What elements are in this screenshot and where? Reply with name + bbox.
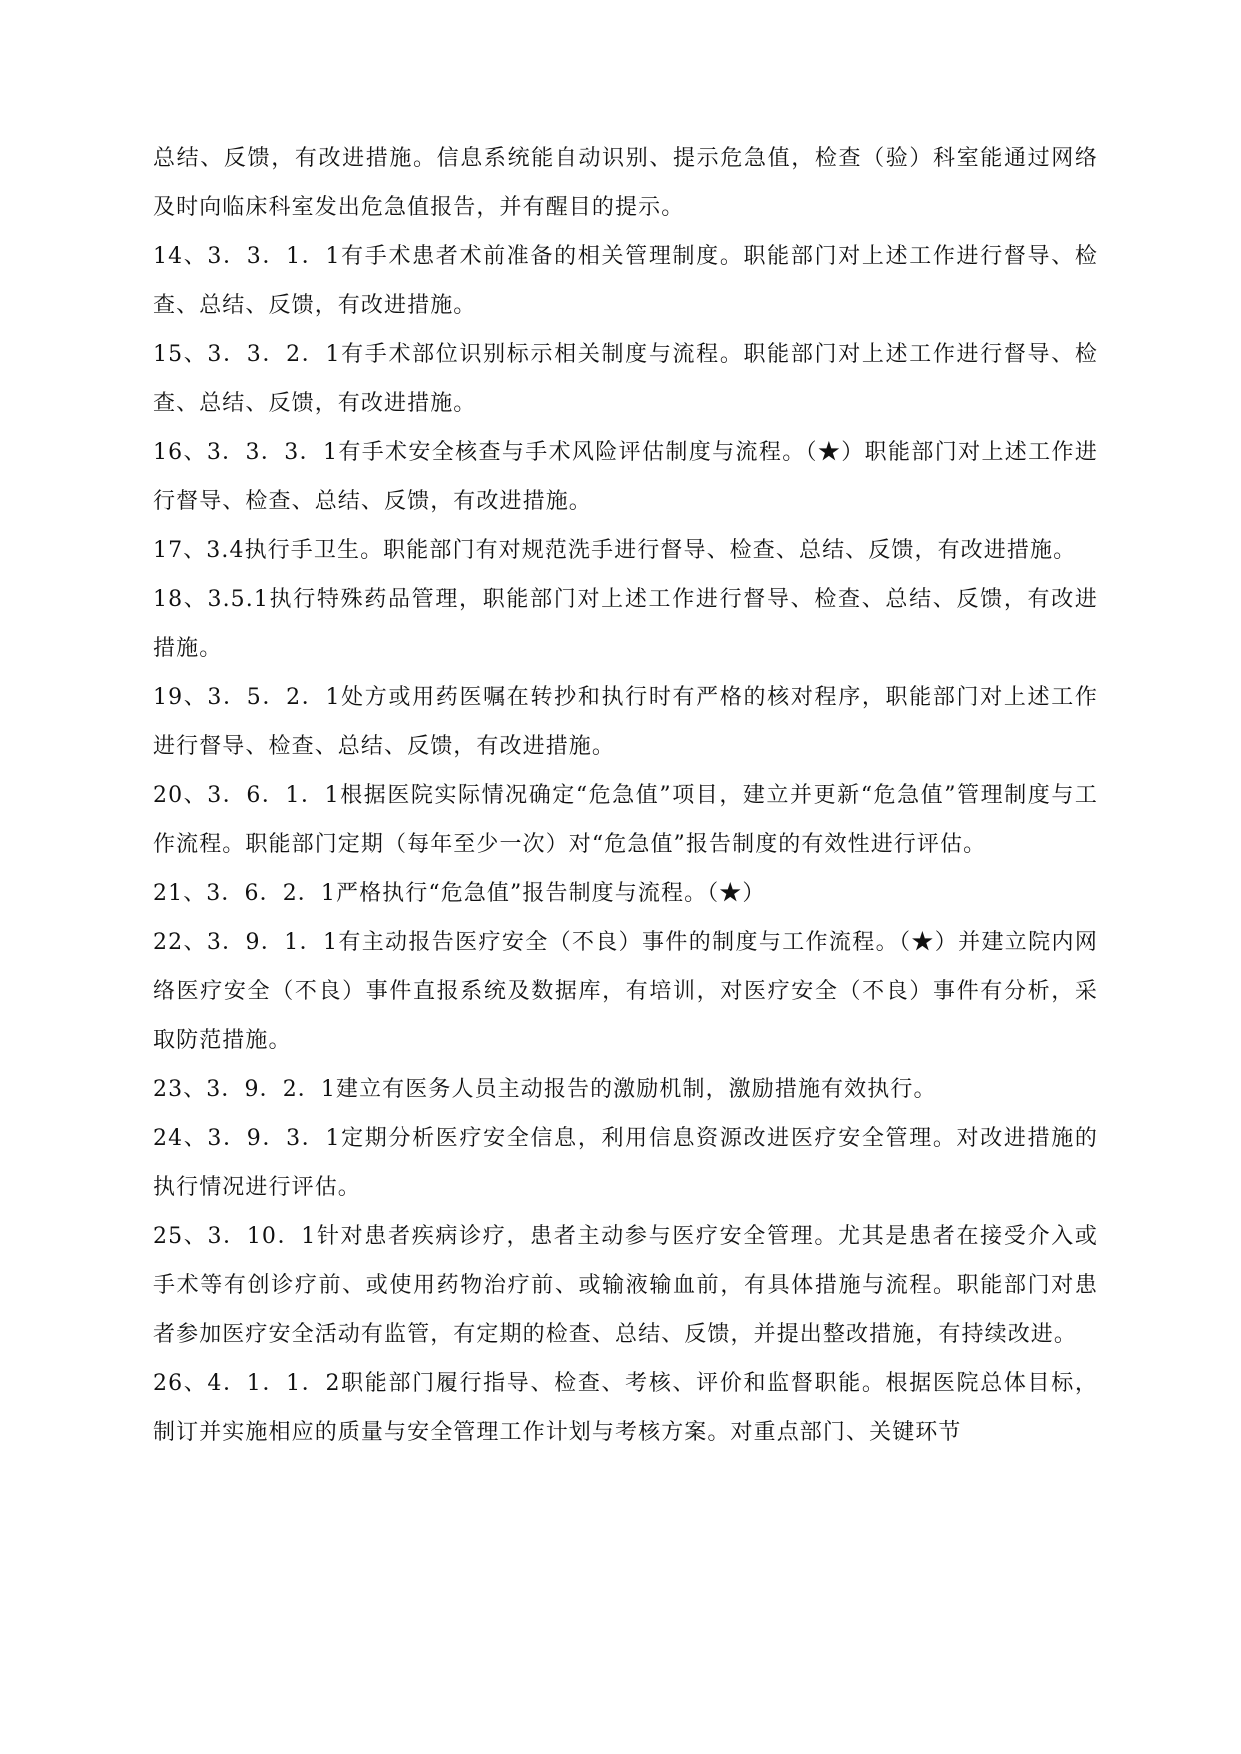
paragraph-item-19: 19、3．5．2．1处方或用药医嘱在转抄和执行时有严格的核对程序，职能部门对上述工作进行督导、检查、总结、反馈，有改进措施。 — [153, 685, 1098, 759]
paragraph-item-20: 20、3．6．1．1根据医院实际情况确定“危急值”项目，建立并更新“危急值”管理制度与工作流程。职能部门定期（每年至少一次）对“危急值”报告制度的有效性进行评估。 — [153, 783, 1098, 857]
document-body — [153, 134, 1098, 1457]
paragraph-continuation: 总结、反馈，有改进措施。信息系统能自动识别、提示危急值，检查（验）科室能通过网络及时向临床科室发出危急值报告，并有醒目的提示。 — [153, 146, 1098, 220]
paragraph-item-16: 16、3．3．3．1有手术安全核查与手术风险评估制度与流程。（★）职能部门对上述工作进行督导、检查、总结、反馈，有改进措施。 — [153, 440, 1098, 514]
paragraph-item-26: 26、4．1．1．2职能部门履行指导、检查、考核、评价和监督职能。根据医院总体目标，制订并实施相应的质量与安全管理工作计划与考核方案。对重点部门、关键环节 — [153, 1371, 1098, 1445]
paragraph-item-25: 25、3．10．1针对患者疾病诊疗，患者主动参与医疗安全管理。尤其是患者在接受介入或手术等有创诊疗前、或使用药物治疗前、或输液输血前，有具体措施与流程。职能部门对患者参加医疗安全活动有监管，有定期的检查、总结、反馈，并提出整改措施，有持续改进。 — [153, 1224, 1098, 1347]
paragraph-item-22: 22、3．9．1．1有主动报告医疗安全（不良）事件的制度与工作流程。（★）并建立院内网络医疗安全（不良）事件直报系统及数据库，有培训，对医疗安全（不良）事件有分析，采取防范措施。 — [153, 930, 1098, 1053]
paragraph-item-23: 23、3．9．2．1建立有医务人员主动报告的激励机制，激励措施有效执行。 — [153, 1077, 937, 1102]
paragraph-item-15: 15、3．3．2．1有手术部位识别标示相关制度与流程。职能部门对上述工作进行督导、检查、总结、反馈，有改进措施。 — [153, 342, 1098, 416]
paragraph-item-24: 24、3．9．3．1定期分析医疗安全信息，利用信息资源改进医疗安全管理。对改进措施的执行情况进行评估。 — [153, 1126, 1098, 1200]
paragraph-item-14: 14、3．3．1．1有手术患者术前准备的相关管理制度。职能部门对上述工作进行督导、检查、总结、反馈，有改进措施。 — [153, 244, 1098, 318]
paragraph-item-18: 18、3.5.1执行特殊药品管理，职能部门对上述工作进行督导、检查、总结、反馈，有改进措施。 — [153, 587, 1098, 661]
paragraph-item-21: 21、3．6．2．1严格执行“危急值”报告制度与流程。（★） — [153, 881, 766, 906]
paragraph-item-17: 17、3.4执行手卫生。职能部门有对规范洗手进行督导、检查、总结、反馈，有改进措施。 — [153, 538, 1077, 563]
